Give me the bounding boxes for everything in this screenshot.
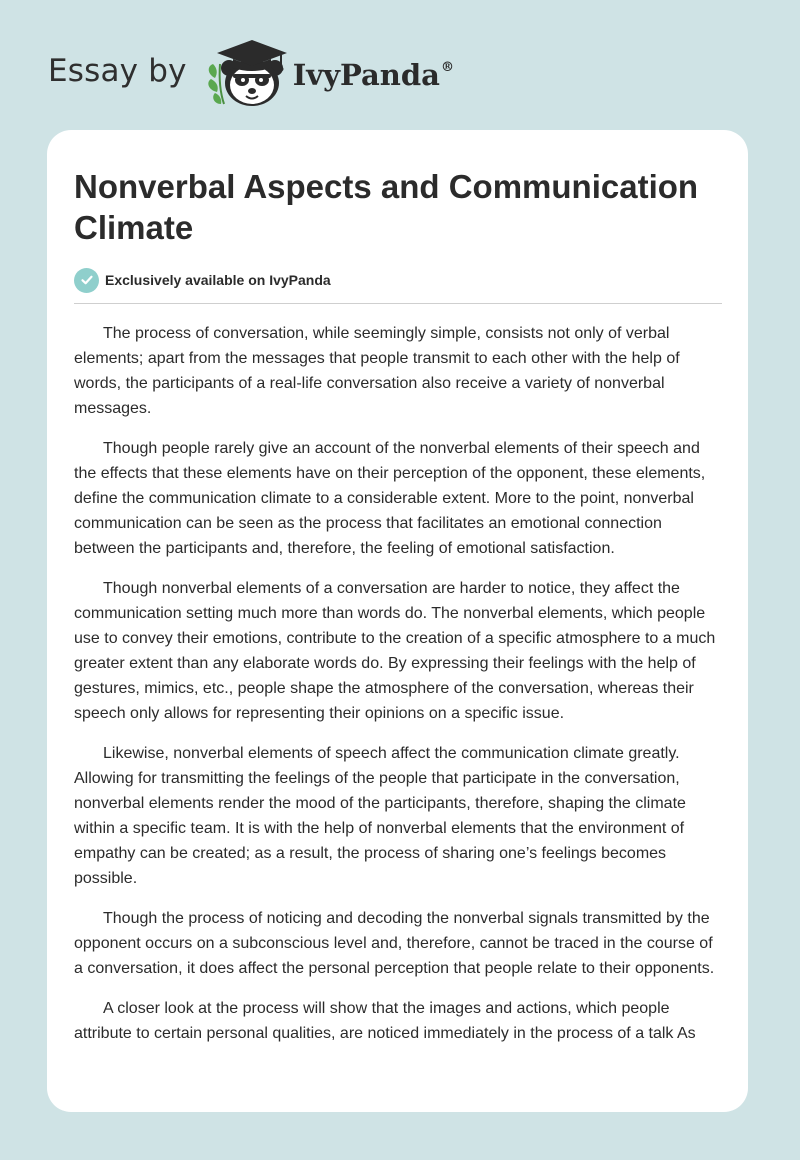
paragraph: Though people rarely give an account of the nonverbal elements of their speech and the effects that these elements have on their perception of the opponent, these elements, define the communication climate to a considerable extent. More to the point, nonverbal communication can be seen as the process that facilitates an emotional connection between the participants and, therefore, the feeling of emotional satisfaction.	[74, 440, 706, 557]
exclusive-badge-row	[74, 266, 721, 294]
registered-mark: ®	[440, 60, 454, 75]
essay-by-label: Essay by	[48, 53, 187, 89]
brand-name-text[interactable]: IvyPanda	[292, 58, 440, 92]
divider	[74, 303, 722, 304]
check-icon	[74, 268, 99, 293]
essay-title: Nonverbal Aspects and Communication Climate	[74, 168, 699, 246]
panda-graduation-cap-icon[interactable]	[203, 34, 289, 108]
paragraph: Though the process of noticing and decoding the nonverbal signals transmitted by the opponent occurs on a subconscious level and, therefore, cannot be traced in the course of a conversation, it does affect the personal perception that people relate to their opponents.	[74, 910, 715, 977]
paragraph: The process of conversation, while seemingly simple, consists not only of verbal elements; apart from the messages that people transmit to each other with the help of words, the participants of a real-life conversation also receive a variety of nonverbal messages.	[74, 325, 680, 417]
site-header	[48, 34, 454, 108]
essay-card	[47, 130, 748, 1112]
paragraph: Though nonverbal elements of a conversation are harder to notice, they affect the communication setting much more than words do. The nonverbal elements, which people use to convey their emotions, contribute to the creation of a specific atmosphere to a much greater extent than any elaborate words do. By expressing their feelings with the help of gestures, mimics, etc., people shape the atmosphere of the conversation, whereas their speech only allows for representing their opinions on a specific issue.	[74, 580, 716, 722]
paragraph: A closer look at the process will show that the images and actions, which people attribute to certain personal qualities, are noticed immediately in the process of a talk As	[74, 1000, 696, 1042]
exclusive-label: Exclusively available on IvyPanda	[105, 272, 331, 288]
brand-name[interactable]	[293, 58, 454, 92]
paragraph: Likewise, nonverbal elements of speech affect the communication climate greatly. Allowing for transmitting the feelings of the people that participate in the conversation, nonverbal elements render the mood of the participants, therefore, shaping the climate within a specific team. It is with the help of nonverbal elements that the environment of empathy can be created; as a result, the process of sharing one’s feelings becomes possible.	[74, 745, 686, 887]
essay-body	[74, 321, 724, 1046]
